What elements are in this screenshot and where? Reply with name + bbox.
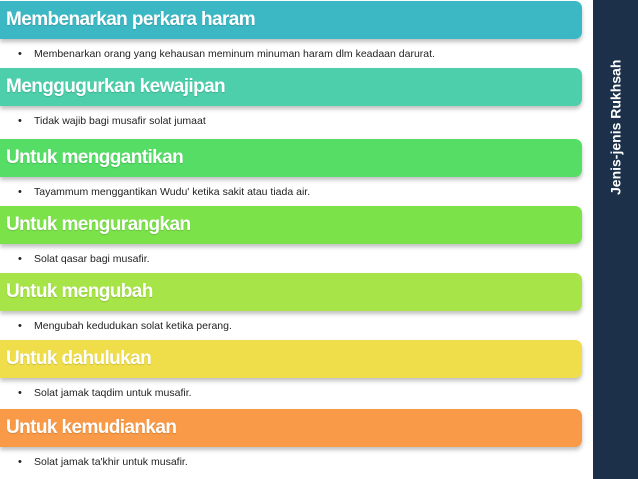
item-bullet [18,317,232,335]
item-heading: Menggugurkan kewajipan [6,76,226,97]
list-item [0,1,582,67]
item-bullet [18,45,435,63]
item-heading: Membenarkan perkara haram [6,9,256,30]
item-bullet [18,384,192,402]
item-heading: Untuk kemudiankan [6,417,177,438]
list-item [0,340,582,406]
list-item [0,409,582,475]
bullet-icon: • [18,456,22,468]
bullet-icon: • [18,48,22,60]
item-bullet [18,183,310,201]
sidebar-title: Jenis-jenis Rukhsah [607,59,624,195]
list-item [0,273,582,339]
list-item [0,68,582,134]
item-bullet [18,250,150,268]
bullet-icon: • [18,320,22,332]
item-bullet-text: Tidak wajib bagi musafir solat jumaat [34,115,206,127]
list-item [0,206,582,272]
item-bullet-text: Solat qasar bagi musafir. [34,253,150,265]
item-bullet-text: Membenarkan orang yang kehausan meminum minuman haram dlm keadaan darurat. [34,48,435,60]
item-bullet [18,453,188,471]
item-bullet-text: Mengubah kedudukan solat ketika perang. [34,320,232,332]
item-bullet-text: Solat jamak ta'khir untuk musafir. [34,456,188,468]
item-heading: Untuk menggantikan [6,147,184,168]
bullet-icon: • [18,186,22,198]
list-item [0,139,582,205]
item-bullet-text: Tayammum menggantikan Wudu' ketika sakit atau tiada air. [34,186,311,198]
bullet-icon: • [18,253,22,265]
sidebar [593,0,638,479]
item-heading: Untuk dahulukan [6,348,152,369]
item-bullet-text: Solat jamak taqdim untuk musafir. [34,387,192,399]
bullet-icon: • [18,115,22,127]
item-heading: Untuk mengurangkan [6,214,191,235]
bullet-icon: • [18,387,22,399]
item-bullet [18,112,206,130]
item-heading: Untuk mengubah [6,281,153,302]
